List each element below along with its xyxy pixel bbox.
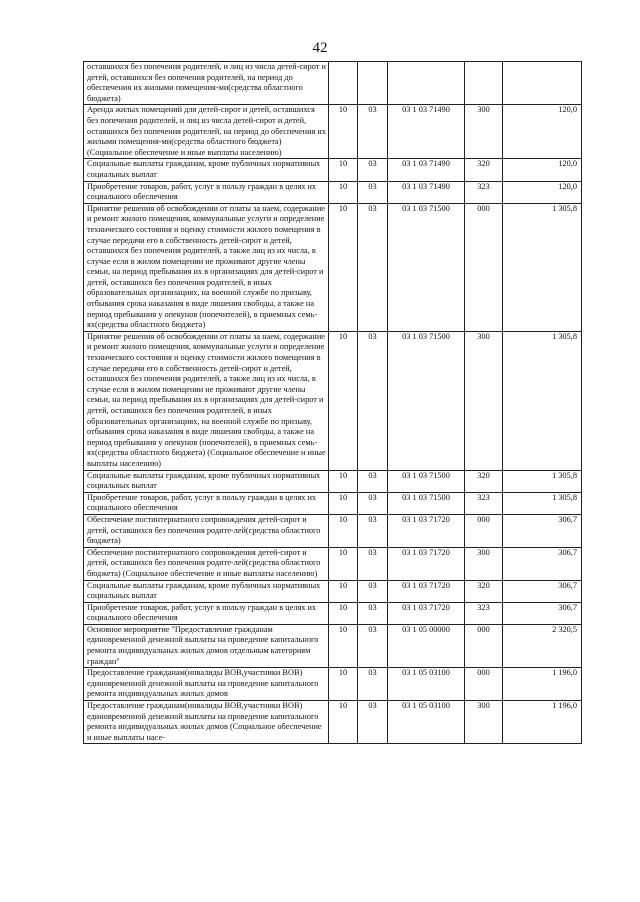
row-amount-cell: 1 305,8 <box>503 470 582 492</box>
table-row <box>84 203 582 331</box>
row-expense-type-cell: 320 <box>465 470 503 492</box>
table-row <box>84 547 582 580</box>
row-amount-cell: 2 320,5 <box>503 624 582 667</box>
table-row <box>84 159 582 181</box>
row-section-cell: 03 <box>358 203 388 331</box>
row-name-cell: Предоставление гражданам(инвалиды ВОВ,участники ВОВ) единовременной денежной выплаты на проведение капитального ремонта индивидуальных жилых домов (Социальное обеспечение и иные выплаты насе- <box>84 701 329 744</box>
table-row <box>84 514 582 547</box>
row-name-cell: Аренда жилых помещений для детей-сирот и детей, оставшихся без попечения родителей, и лиц из числа детей-сирот и детей, оставшихся без попечения родителей, на период до обеспечения их жилыми помещения-ми(средства областного бюджета) (Социальное обеспечение и иные выплаты населению) <box>84 105 329 159</box>
row-expense-type-cell: 323 <box>465 602 503 624</box>
row-amount-cell: 1 196,0 <box>503 701 582 744</box>
row-ved-cell: 10 <box>329 547 358 580</box>
row-ved-cell <box>329 62 358 105</box>
row-amount-cell: 306,7 <box>503 514 582 547</box>
row-section-cell: 03 <box>358 580 388 602</box>
row-section-cell: 03 <box>358 181 388 203</box>
row-ved-cell: 10 <box>329 624 358 667</box>
row-ved-cell: 10 <box>329 470 358 492</box>
row-section-cell: 03 <box>358 159 388 181</box>
row-section-cell: 03 <box>358 470 388 492</box>
row-name-cell: Приобретение товаров, работ, услуг в пользу граждан в целях их социального обеспечения <box>84 602 329 624</box>
row-amount-cell: 1 305,8 <box>503 331 582 470</box>
row-name-cell: Основное мероприятие "Предоставление гражданам единовременной денежной выплаты на проведение капитального ремонта индивидуальных жилых домов отдельным категориям граждан" <box>84 624 329 667</box>
row-expense-type-cell: 320 <box>465 580 503 602</box>
table-row <box>84 602 582 624</box>
budget-table <box>83 61 582 744</box>
row-ved-cell: 10 <box>329 159 358 181</box>
row-amount-cell: 306,7 <box>503 547 582 580</box>
table-row <box>84 492 582 514</box>
row-ved-cell: 10 <box>329 331 358 470</box>
row-target-article-cell: 03 1 03 71720 <box>388 602 465 624</box>
row-name-cell: Социальные выплаты гражданам, кроме публичных нормативных социальных выплат <box>84 580 329 602</box>
table-row <box>84 580 582 602</box>
row-target-article-cell: 03 1 05 03100 <box>388 668 465 701</box>
row-target-article-cell: 03 1 05 00000 <box>388 624 465 667</box>
row-amount-cell: 1 196,0 <box>503 668 582 701</box>
row-name-cell: Приобретение товаров, работ, услуг в пользу граждан в целях их социального обеспечения <box>84 492 329 514</box>
row-ved-cell: 10 <box>329 602 358 624</box>
table-row <box>84 624 582 667</box>
row-target-article-cell: 03 1 03 71500 <box>388 470 465 492</box>
row-amount-cell: 120,0 <box>503 159 582 181</box>
row-name-cell: Обеспечение постинтернатного сопровождения детей-сирот и детей, оставшихся без попечения родите-лей(средства областного бюджета) (Социальное обеспечение и иные выплаты населению) <box>84 547 329 580</box>
row-amount-cell: 1 305,8 <box>503 492 582 514</box>
row-expense-type-cell: 300 <box>465 701 503 744</box>
row-section-cell: 03 <box>358 105 388 159</box>
row-ved-cell: 10 <box>329 203 358 331</box>
row-name-cell: Социальные выплаты гражданам, кроме публичных нормативных социальных выплат <box>84 159 329 181</box>
row-ved-cell: 10 <box>329 701 358 744</box>
table-row <box>84 181 582 203</box>
table-row <box>84 105 582 159</box>
row-name-cell: Обеспечение постинтернатного сопровождения детей-сирот и детей, оставшихся без попечения родите-лей(средства областного бюджета) <box>84 514 329 547</box>
row-section-cell: 03 <box>358 701 388 744</box>
row-section-cell <box>358 62 388 105</box>
row-target-article-cell: 03 1 03 71500 <box>388 492 465 514</box>
table-row <box>84 470 582 492</box>
row-target-article-cell: 03 1 03 71720 <box>388 580 465 602</box>
row-ved-cell: 10 <box>329 668 358 701</box>
row-ved-cell: 10 <box>329 105 358 159</box>
row-expense-type-cell: 300 <box>465 547 503 580</box>
row-ved-cell: 10 <box>329 514 358 547</box>
row-ved-cell: 10 <box>329 580 358 602</box>
row-target-article-cell: 03 1 03 71490 <box>388 159 465 181</box>
row-name-cell: Принятие решения об освобождении от платы за наем, содержание и ремонт жилого помещения, коммунальные услуги и определение технического состояния и оценку стоимости жилого помещения в случае передачи его в собственность детей-сирот и детей, оставшихся без попечения родителей, а также лиц из их числа, в случае если в жилом помещении не проживают другие члены семьи, на период пребывания их в организациях для детей-сирот и детей, оставшихся без попечения родителей, в иных образовательных организациях, на военной службе по призыву, отбывания срока наказания в виде лишения свободы, а также на период пребывания у опекунов (попечителей), в приемных семь-ях(средства областного бюджета) (Социальное обеспечение и иные выплаты населению) <box>84 331 329 470</box>
row-expense-type-cell: 320 <box>465 159 503 181</box>
row-target-article-cell: 03 1 05 03100 <box>388 701 465 744</box>
row-expense-type-cell: 000 <box>465 514 503 547</box>
page-number: 42 <box>312 40 328 56</box>
row-section-cell: 03 <box>358 668 388 701</box>
row-section-cell: 03 <box>358 331 388 470</box>
table-row <box>84 701 582 744</box>
row-name-cell: Приобретение товаров, работ, услуг в пользу граждан в целях их социального обеспечения <box>84 181 329 203</box>
row-target-article-cell: 03 1 03 71500 <box>388 203 465 331</box>
row-section-cell: 03 <box>358 624 388 667</box>
row-name-cell: оставшихся без попечения родителей, и лиц из числа детей-сирот и детей, оставшихся без попечения родителей, на период до обеспечения их жилыми помещения-ми(средства областного бюджета) <box>84 62 329 105</box>
table-row <box>84 62 582 105</box>
row-expense-type-cell: 000 <box>465 203 503 331</box>
row-expense-type-cell: 000 <box>465 624 503 667</box>
row-amount-cell <box>503 62 582 105</box>
row-section-cell: 03 <box>358 602 388 624</box>
row-ved-cell: 10 <box>329 181 358 203</box>
row-amount-cell: 1 305,8 <box>503 203 582 331</box>
row-expense-type-cell <box>465 62 503 105</box>
row-target-article-cell: 03 1 03 71500 <box>388 331 465 470</box>
row-name-cell: Социальные выплаты гражданам, кроме публичных нормативных социальных выплат <box>84 470 329 492</box>
table-row <box>84 331 582 470</box>
row-expense-type-cell: 000 <box>465 668 503 701</box>
row-name-cell: Предоставление гражданам(инвалиды ВОВ,участники ВОВ) единовременной денежной выплаты на проведение капитального ремонта индивидуальных жилых домов <box>84 668 329 701</box>
row-amount-cell: 120,0 <box>503 105 582 159</box>
row-target-article-cell <box>388 62 465 105</box>
row-name-cell: Принятие решения об освобождении от платы за наем, содержание и ремонт жилого помещения, коммунальные услуги и определение технического состояния и оценку стоимости жилого помещения в случае передачи его в собственность детей-сирот и детей, оставшихся без попечения родителей, а также лиц из их числа, в случае если в жилом помещении не проживают другие члены семьи, на период пребывания их в организациях для детей-сирот и детей, оставшихся без попечения родителей, в иных образовательных организациях, на военной службе по призыву, отбывания срока наказания в виде лишения свободы, а также на период пребывания у опекунов (попечителей), в приемных семь-ях(средства областного бюджета) <box>84 203 329 331</box>
row-amount-cell: 306,7 <box>503 580 582 602</box>
row-amount-cell: 306,7 <box>503 602 582 624</box>
row-amount-cell: 120,0 <box>503 181 582 203</box>
row-expense-type-cell: 323 <box>465 492 503 514</box>
row-expense-type-cell: 300 <box>465 105 503 159</box>
row-target-article-cell: 03 1 03 71720 <box>388 547 465 580</box>
row-ved-cell: 10 <box>329 492 358 514</box>
row-section-cell: 03 <box>358 547 388 580</box>
row-target-article-cell: 03 1 03 71490 <box>388 181 465 203</box>
row-target-article-cell: 03 1 03 71490 <box>388 105 465 159</box>
row-expense-type-cell: 300 <box>465 331 503 470</box>
row-section-cell: 03 <box>358 514 388 547</box>
row-target-article-cell: 03 1 03 71720 <box>388 514 465 547</box>
table-row <box>84 668 582 701</box>
row-section-cell: 03 <box>358 492 388 514</box>
row-expense-type-cell: 323 <box>465 181 503 203</box>
